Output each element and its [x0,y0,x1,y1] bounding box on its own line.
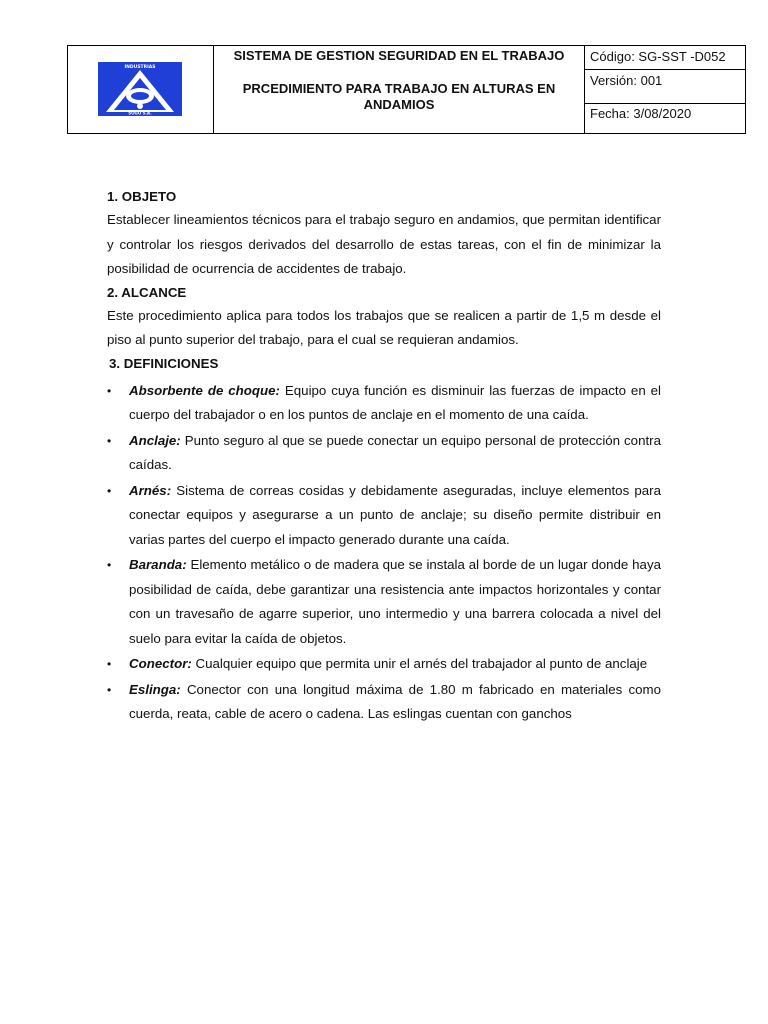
logo-text-top: INDUSTRIAS [124,65,156,70]
logo-cell [68,46,214,134]
version-cell [585,70,746,104]
document-version: Versión: 001 [590,73,663,88]
definition-item [107,379,661,428]
definition-item [107,479,661,553]
logo-text-bottom: SOGO S.A. [128,110,152,116]
section-text-alcance: Este procedimiento aplica para todos los trabajos que se realicen a partir de 1,5 m desde el piso al punto superior del trabajo, para el cual se requieran andamios. [107,307,661,347]
definition-text: Equipo cuya función es disminuir las fuerzas de impacto en el cuerpo del trabajador o en los puntos de anclaje en el momento de una caída. [129,382,661,422]
document-code: Código: SG-SST -D052 [590,49,726,64]
definition-text: Cualquier equipo que permita unir el arnés del trabajador al punto de anclaje [191,656,648,671]
definition-term: Conector: [129,656,192,671]
definition-item [107,678,661,727]
document-body [107,186,661,728]
bullet-icon: • [107,682,112,697]
document-header [67,45,746,134]
bullet-icon: • [107,657,112,671]
section-heading-alcance: 2. ALCANCE [107,284,187,300]
title-cell [214,46,585,134]
section-text-objeto: Establecer lineamientos técnicos para el trabajo seguro en andamios, que permitan identificar y controlar los riesgos derivados del desarrollo de estas tareas, con el fin de minimizar la posibilidad de ocurrencia de accidentes de trabajo. [107,212,661,276]
definition-text: Elemento metálico o de madera que se instala al borde de un lugar donde haya posibilidad de caída, debe garantizar una resistencia ante impactos horizontales y contar con un travesaño de agarre superior, uno intermedio y una barrera colocada a nivel del suelo para evitar la caída de objetos. [129,557,661,646]
definition-text: Conector con una longitud máxima de 1.80 m fabricado en materiales como cuerda, reata, cable de acero o cadena. Las eslingas cuentan con ganchos [129,681,661,721]
definition-text: Sistema de correas cosidas y debidamente aseguradas, incluye elementos para conectar equipos y asegurarse a un punto de anclaje; su diseño permite distribuir en varias partes del cuerpo el impacto generado durante una caída. [129,482,661,547]
document-date: Fecha: 3/08/2020 [590,106,692,121]
definition-term: Eslinga: [129,681,181,697]
code-cell [585,46,746,70]
definition-term: Anclaje: [129,432,181,448]
procedure-title: PRCEDIMIENTO PARA TRABAJO EN ALTURAS EN ANDAMIOS [242,81,556,112]
company-logo [98,62,182,116]
definition-item [107,429,661,478]
bullet-icon: • [107,558,112,572]
definition-item [107,553,661,651]
bullet-icon: • [107,483,112,498]
definition-term: Baranda: [129,557,187,572]
section-heading-objeto: 1. OBJETO [107,189,177,204]
bullet-icon: • [107,383,112,398]
definition-item [107,652,661,677]
definition-term: Arnés: [129,482,172,498]
definitions-list [107,379,661,727]
date-cell [585,104,746,134]
definition-term: Absorbente de choque: [129,382,280,398]
section-heading-definiciones: 3. DEFINICIONES [109,355,219,371]
system-title: SISTEMA DE GESTION SEGURIDAD EN EL TRABAJO [233,48,565,63]
bullet-icon: • [107,433,112,448]
definition-text: Punto seguro al que se puede conectar un equipo personal de protección contra caídas. [129,432,661,472]
